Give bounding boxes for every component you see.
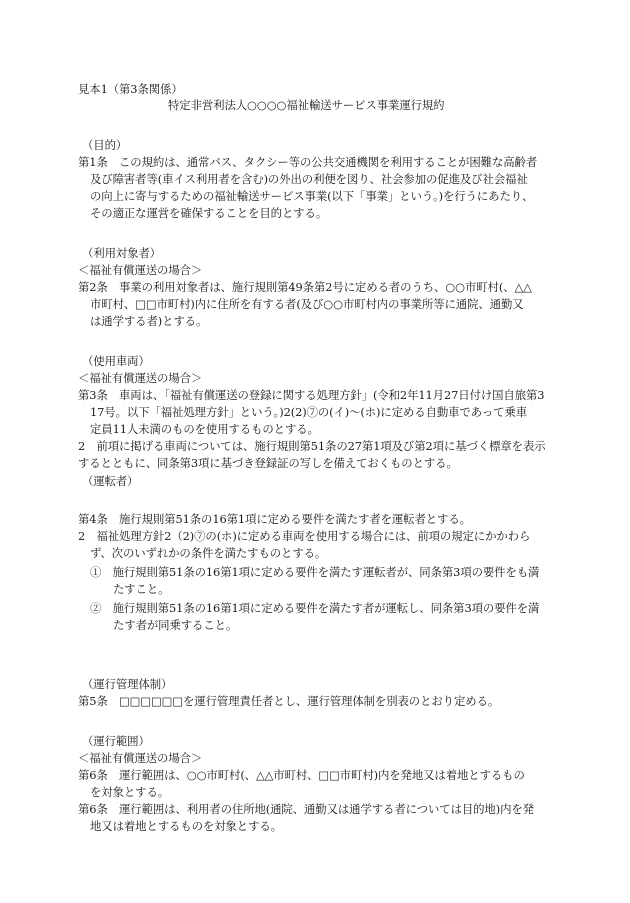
section-heading-purpose: （目的）: [82, 138, 128, 152]
article-line: 第2条 事業の利用対象者は、施行規則第49条第2号に定める者のうち、○○市町村(、△△: [78, 280, 532, 294]
article-line: は通学する者)とする。: [90, 314, 208, 328]
article-line: たす者が同乗すること。: [113, 618, 238, 632]
article-line: 地又は着地とするものを対象とする。: [90, 819, 282, 833]
section-heading-vehicles: （使用車両）: [82, 354, 150, 368]
article-line: 17号。以下「福祉処理方針」という。)2(2)⑦の(イ)～(ホ)に定める自動車であって乗車: [90, 405, 528, 419]
article-line: するとともに、同条第3項に基づき登録証の写しを備えておくものとする。: [78, 456, 458, 470]
article-line: 第3条 車両は、「福祉有償運送の登録に関する処理方針」(令和2年11月27日付け国自旅第3: [78, 388, 545, 402]
case-label: ＜福祉有償運送の場合＞: [78, 751, 203, 765]
list-item-1: ① 施行規則第51条の16第1項に定める要件を満たす運転者が、同条第3項の要件をも満: [90, 565, 540, 579]
article-line: 2 前項に掲げる車両については、施行規則第51条の27第1項及び第2項に基づく標章を表示: [78, 439, 546, 453]
article-line: たすこと。: [113, 582, 170, 596]
article-line: 第6条 運行範囲は、○○市町村(、△△市町村、□□市町村)内を発地又は着地とするもの: [78, 768, 525, 782]
article-line: 2 福祉処理方針2（2)⑦の(ホ)に定める車両を使用する場合には、前項の規定にかかわら: [78, 529, 531, 543]
section-heading-range: （運行範囲）: [82, 734, 150, 748]
mihon-label: 見本1（第3条関係）: [78, 82, 183, 96]
section-heading-management: （運行管理体制）: [82, 677, 173, 691]
article-line: 第1条 この規約は、通常バス、タクシー等の公共交通機関を利用することが困難な高齢者: [78, 155, 538, 169]
article-line: その適正な運営を確保することを目的とする。: [90, 206, 328, 220]
section-heading-users: （利用対象者）: [82, 246, 162, 260]
article-line: 及び障害者等(車イス利用者を含む)の外出の利便を図り、社会参加の促進及び社会福祉: [90, 172, 528, 186]
article-line: を対象とする。: [90, 785, 170, 799]
list-item-2: ② 施行規則第51条の16第1項に定める要件を満たす者が運転し、同条第3項の要件を満: [90, 601, 540, 615]
article-line: 第4条 施行規則第51条の16第1項に定める要件を満たす者を運転者とする。: [78, 512, 471, 526]
case-label: ＜福祉有償運送の場合＞: [78, 263, 203, 277]
article-line: 定員11人未満のものを使用するものとする。: [90, 422, 319, 436]
case-label: ＜福祉有償運送の場合＞: [78, 371, 203, 385]
article-line: の向上に寄与するための福祉輸送サービス事業(以下「事業」という。)を行うにあたり、: [90, 189, 534, 203]
section-heading-drivers: （運転者）: [82, 474, 139, 488]
article-line: 第6条 運行範囲は、利用者の住所地(通院、通勤又は通学する者については目的地)内を発: [78, 802, 534, 816]
document-title: 特定非営利法人○○○○福祉輸送サービス事業運行規約: [168, 98, 445, 112]
article-line: 市町村、□□市町村)内に住所を有する者(及び○○市町村内の事業所等に通院、通勤又: [90, 297, 524, 311]
article-line: ず、次のいずれかの条件を満たすものとする。: [90, 546, 327, 560]
article-line: 第5条 □□□□□□を運行管理責任者とし、運行管理体制を別表のとおり定める。: [78, 694, 500, 708]
